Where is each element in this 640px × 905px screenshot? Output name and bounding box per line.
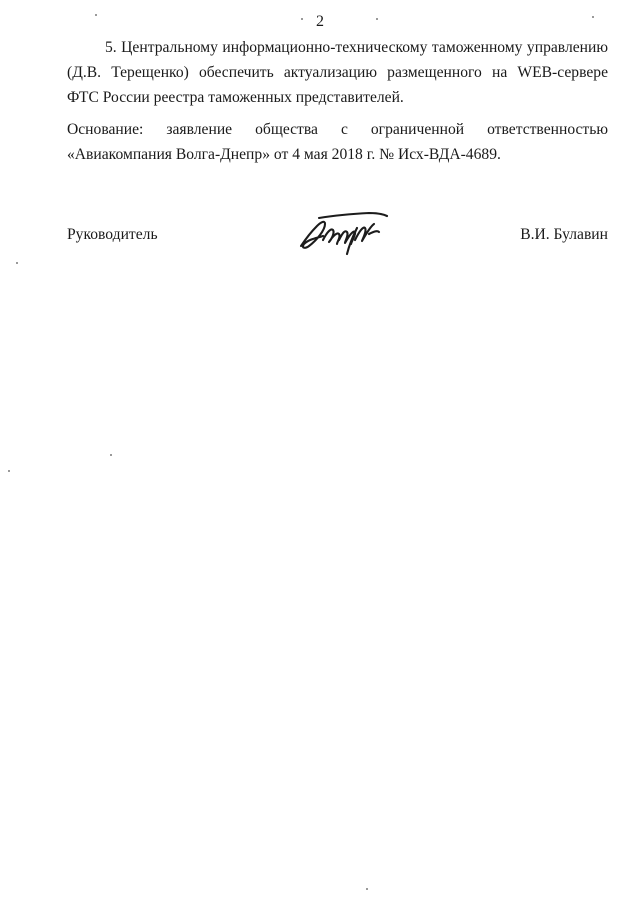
- signature-block: [67, 222, 608, 262]
- scan-speck: [16, 262, 18, 264]
- paragraph-line: (Д.В. Терещенко) обеспечить актуализацию размещенного на WEB-сервере: [67, 64, 608, 81]
- paragraph-line: Основание: заявление общества с ограниченной ответственностью: [67, 121, 608, 138]
- scan-speck: [366, 888, 368, 890]
- paragraph-line: ФТС России реестра таможенных представителей.: [67, 89, 404, 106]
- scan-speck: [110, 454, 112, 456]
- handwritten-signature: [295, 210, 391, 258]
- scan-speck: [301, 18, 303, 20]
- paragraph-item-5: [67, 35, 608, 110]
- scan-speck: [592, 16, 594, 18]
- paragraph-basis: [67, 117, 608, 167]
- signatory-position: Руководитель: [67, 226, 158, 243]
- signatory-name: В.И. Булавин: [520, 226, 608, 243]
- paragraph-line: 5. Центральному информационно-техническому таможенному управлению: [105, 39, 608, 56]
- scan-speck: [8, 470, 10, 472]
- paragraph-line: «Авиакомпания Волга-Днепр» от 4 мая 2018 г. № Исх-ВДА-4689.: [67, 146, 501, 163]
- scan-speck: [376, 18, 378, 20]
- page-number: 2: [316, 13, 324, 30]
- scan-speck: [95, 14, 97, 16]
